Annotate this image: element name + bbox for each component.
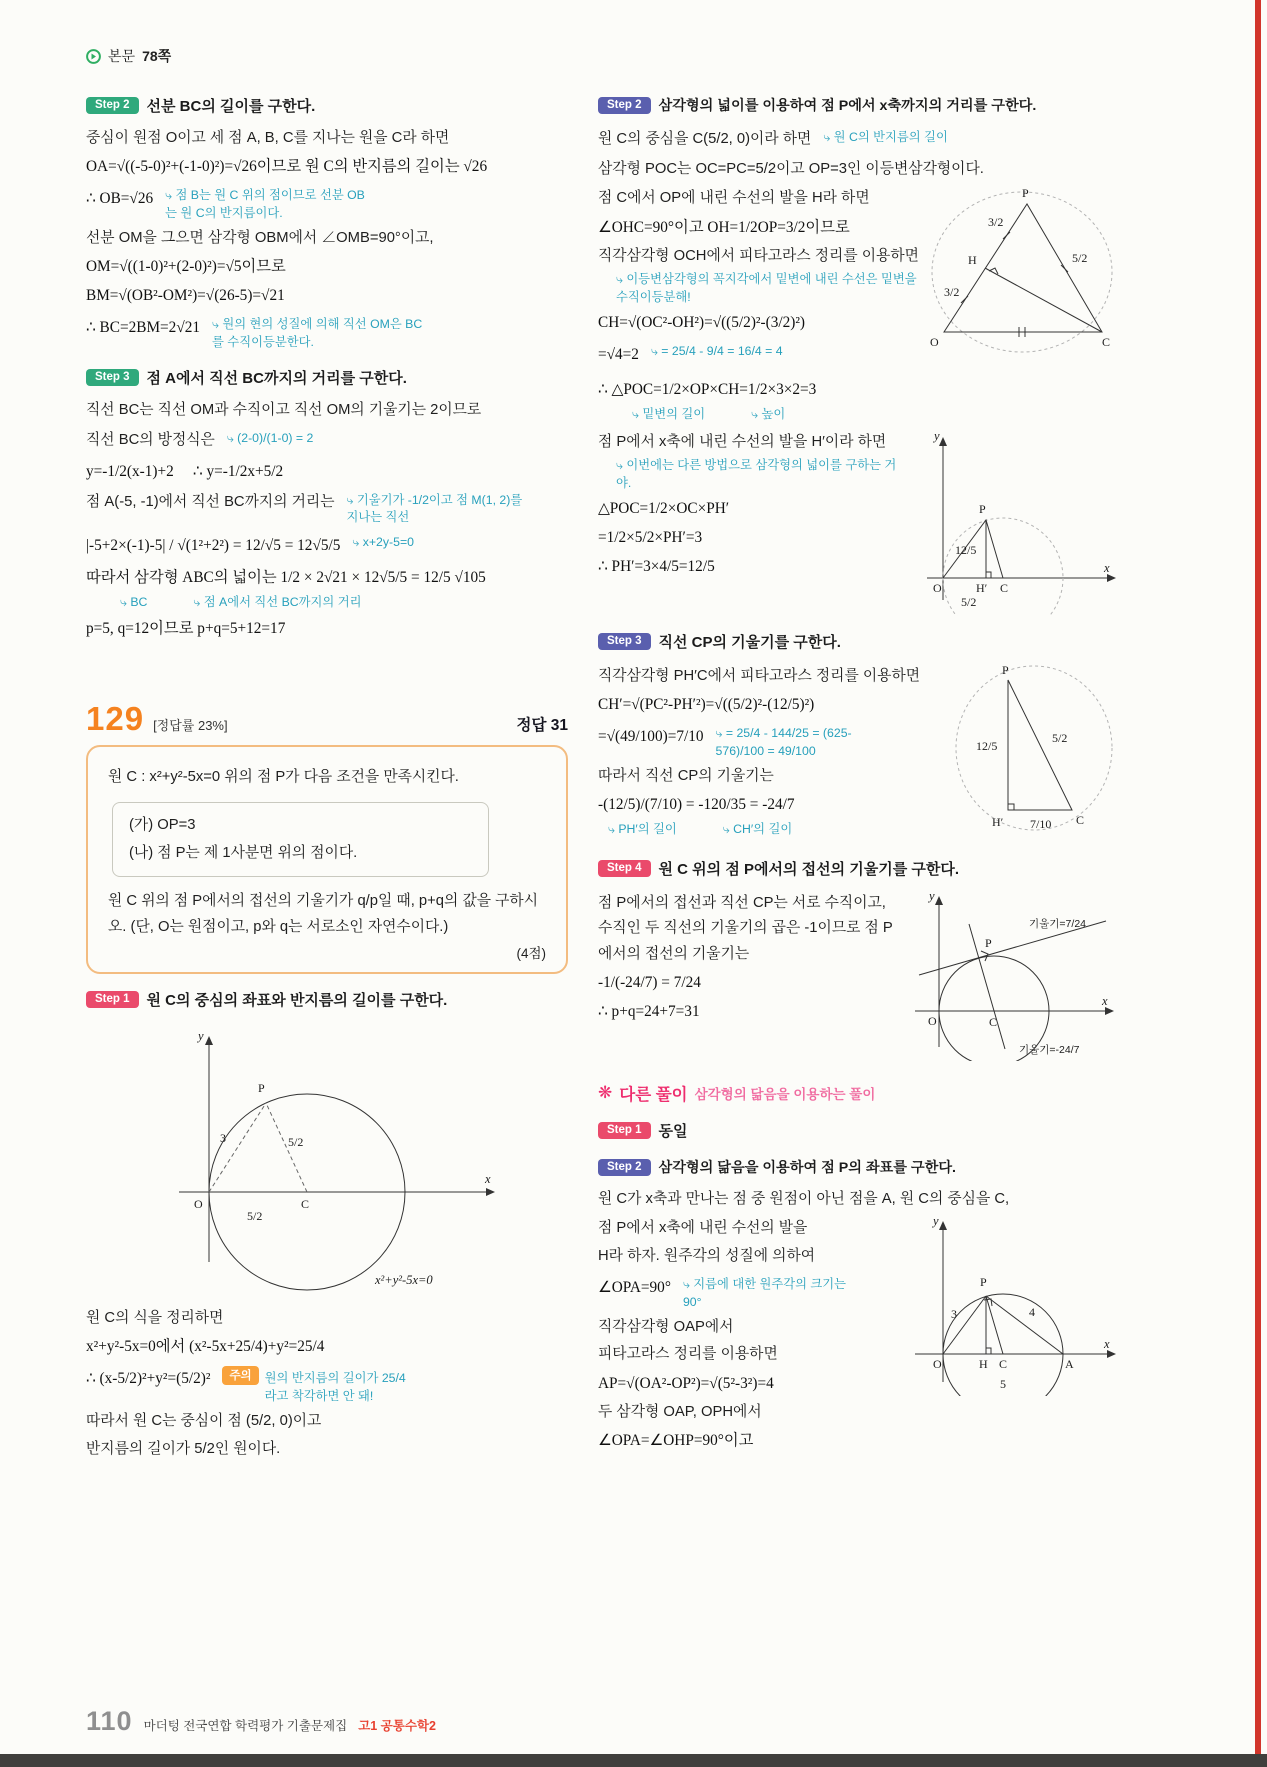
page-footer <box>86 1706 436 1737</box>
problem-answer: 정답 31 <box>516 717 568 735</box>
triangle-oap <box>943 1296 1063 1354</box>
step-title: 점 A에서 직선 BC까지의 거리를 구한다. <box>146 369 407 387</box>
figure-circle-with-equation <box>157 1022 497 1300</box>
text-figure-row <box>598 662 1116 843</box>
solution-text: 두 삼각형 OAP, OPH에서 <box>598 1403 762 1420</box>
label-x: x <box>1104 1337 1110 1352</box>
problem-points: (4점) <box>516 946 546 962</box>
condition-item: (가) OP=3 <box>129 817 196 834</box>
solution-text: 피타고라스 정리를 이용하면 <box>598 1346 778 1363</box>
annotation-row <box>608 821 940 839</box>
alt-solution-title: 다른 풀이 <box>619 1085 688 1104</box>
length-OH: 3/2 <box>944 285 960 300</box>
axes <box>179 1044 487 1262</box>
label-y: y <box>198 1028 204 1043</box>
problem-number: 129 <box>86 700 145 738</box>
text-figure-row <box>598 1214 1116 1457</box>
line-with-note <box>86 530 568 562</box>
condition-box <box>112 802 489 877</box>
label-P: P <box>979 501 986 516</box>
annotation: ⤷ 원의 현의 성질에 의해 직선 OM은 BC를 수직이등분한다. <box>212 312 432 352</box>
label-C: C <box>999 1357 1008 1372</box>
page-reference <box>86 46 171 66</box>
text-block <box>598 428 905 583</box>
label-P: P <box>1022 186 1029 201</box>
step-row <box>86 990 568 1012</box>
triangle-poc <box>944 204 1102 332</box>
label-y: y <box>933 1214 939 1229</box>
book-edge-accent <box>1255 0 1261 1754</box>
annotation: ⤷ 기울기가 -1/2이고 점 M(1, 2)를 지나는 직선 <box>347 488 537 528</box>
math-line: △POC=1/2×OC×PH′ <box>598 499 730 517</box>
length-PC: 5/2 <box>1052 730 1068 745</box>
x-axis-arrow <box>1107 1350 1116 1358</box>
figure-inscribed-right-angle <box>901 1214 1116 1396</box>
step-title: 동일 <box>658 1122 688 1140</box>
problem-rate: [정답률 23%] <box>153 718 228 734</box>
warning-badge: 주의 <box>222 1366 258 1385</box>
line-with-note <box>86 426 568 455</box>
label-H: H <box>979 1357 988 1372</box>
solution-text: 선분 OM을 그으면 삼각형 OBM에서 ∠OMB=90°이고, <box>86 229 434 246</box>
label-P: P <box>980 1275 987 1290</box>
math-line: ∠OPA=90° <box>598 1279 671 1297</box>
line-with-note <box>86 183 568 223</box>
step-badge: Step 1 <box>86 991 139 1008</box>
footer-book-title: 마더텅 전국연합 학력평가 기출문제집 <box>143 1719 348 1733</box>
solution-text: 삼각형 POC는 OC=PC=5/2이고 OP=3인 이등변삼각형이다. <box>598 161 984 178</box>
label-C: C <box>989 1014 998 1029</box>
text-block <box>598 184 920 374</box>
label-y: y <box>934 428 940 443</box>
content-columns <box>86 94 1116 1464</box>
annotation: ⤷ = 25/4 - 9/4 = 16/4 = 4 <box>651 339 783 361</box>
label-x: x <box>1104 560 1110 575</box>
step-row <box>86 96 568 118</box>
math-line: x²+y²-5x=0에서 (x²-5x+25/4)+y²=25/4 <box>86 1338 325 1356</box>
step-title: 삼각형의 닮음을 이용하여 점 P의 좌표를 구한다. <box>658 1160 956 1177</box>
tangent-and-cp-lines <box>919 921 1106 1049</box>
label-C: C <box>1102 335 1111 350</box>
math-line: OA=√((-5-0)²+(-1-0)²)=√26이므로 원 C의 반지름의 길이는 √26 <box>86 158 488 176</box>
annotation: ⤷ 점 B는 원 C 위의 점이므로 선분 OB는 원 C의 반지름이다. <box>165 183 365 223</box>
label-y: y <box>929 888 935 903</box>
right-column <box>598 94 1116 1464</box>
dashed-circle <box>932 192 1112 352</box>
length-OC: 5/2 <box>247 1208 263 1223</box>
x-axis-arrow <box>1107 574 1116 582</box>
math-line: ∠OPA=∠OHP=90°이고 <box>598 1432 754 1450</box>
annotation: ⤷ 점 A에서 직선 BC까지의 거리 <box>193 594 361 612</box>
label-H-prime: H′ <box>976 580 988 595</box>
right-angle-mark <box>986 572 991 578</box>
text-figure-row <box>598 184 1116 374</box>
step-title: 선분 BC의 길이를 구한다. <box>146 98 316 115</box>
text-figure-row <box>598 428 1116 616</box>
math-line: =√4=2 <box>598 346 639 363</box>
label-O: O <box>930 335 939 350</box>
solution-text: 점 P에서의 접선과 직선 CP는 서로 수직이고, 수직인 두 직선의 기울기의 곱은 -1이므로 점 P에서의 접선의 기울기는 <box>598 894 893 962</box>
y-axis-arrow <box>935 896 943 905</box>
solution-text: 원 C의 중심을 C(5/2, 0)이라 하면 <box>598 130 812 147</box>
y-axis-arrow <box>939 437 947 446</box>
label-A: A <box>1065 1357 1074 1372</box>
math-line: CH=√(OC²-OH²)=√((5/2)²-(3/2)²) <box>598 314 806 331</box>
reference-page: 78쪽 <box>142 48 172 64</box>
solution-text: 점 P에서 x축에 내린 수선의 발을 <box>598 1220 808 1237</box>
step-row <box>598 859 1116 881</box>
length-PH: 12/5 <box>955 542 977 557</box>
reference-label: 본문 <box>108 48 136 64</box>
math-line: |-5+2×(-1)-5| / √(1²+2²) = 12/√5 = 12√5/5 <box>86 537 341 555</box>
text-block <box>598 662 940 843</box>
problem-header <box>86 700 568 738</box>
figure-wrap <box>86 1022 568 1300</box>
annotation: ⤷ 원 C의 반지름의 길이 <box>823 125 947 147</box>
left-column <box>86 94 568 1464</box>
label-H: H <box>968 253 977 268</box>
math-line: ∴ △POC=1/2×OP×CH=1/2×3×2=3 <box>598 381 817 398</box>
problem-text: 원 C 위의 점 P에서의 접선의 기울기가 q/p일 때, p+q의 값을 구하시오. (단, O는 원점이고, p와 q는 서로소인 자연수이다.) <box>108 893 539 935</box>
right-angle-mark <box>1008 804 1014 810</box>
annotation: ⤷ BC <box>120 594 147 612</box>
step-badge: Step 4 <box>598 860 651 877</box>
line-with-note <box>598 339 920 371</box>
step-row <box>86 368 568 390</box>
length-PC: 5/2 <box>1072 251 1088 266</box>
step-badge: Step 3 <box>86 369 139 386</box>
label-O: O <box>933 1357 942 1372</box>
step-row <box>598 1121 1116 1143</box>
solution-text: 직각삼각형 OAP에서 <box>598 1319 734 1335</box>
length-PC: 5/2 <box>288 1134 304 1149</box>
axes <box>915 1228 1109 1382</box>
label-P: P <box>985 935 992 950</box>
label-O: O <box>933 580 942 595</box>
annotation: ⤷ CH′의 길이 <box>723 821 792 839</box>
annotation: ⤷ 이번에는 다른 방법으로 삼각형의 넓이를 구하는 거야. <box>616 457 905 493</box>
math-line: -(12/5)/(7/10) = -120/35 = -24/7 <box>598 796 795 814</box>
step-title: 삼각형의 넓이를 이용하여 점 P에서 x축까지의 거리를 구한다. <box>658 98 1037 114</box>
step-row <box>598 96 1116 117</box>
label-P: P <box>258 1080 265 1095</box>
solution-text: 따라서 원 C는 중심이 점 (5/2, 0)이고 <box>86 1413 322 1430</box>
y-axis-arrow <box>939 1221 947 1230</box>
math-line: CH′=√(PC²-PH′²)=√((5/2)²-(12/5)²) <box>598 696 815 714</box>
step-badge: Step 2 <box>86 97 139 114</box>
solution-text: 반지름의 길이가 5/2인 원이다. <box>86 1440 281 1457</box>
label-O: O <box>194 1196 203 1211</box>
label-x: x <box>485 1171 491 1186</box>
math-line: -1/(-24/7) = 7/24 <box>598 974 701 991</box>
problem-box <box>86 745 568 974</box>
solution-text: H라 하자. 원주각의 성질에 의하여 <box>598 1247 816 1264</box>
solution-text: 직선 BC는 직선 OM과 수직이고 직선 OM의 기울기는 2이므로 <box>86 401 482 418</box>
label-x: x <box>1102 993 1108 1008</box>
slope-tangent-label: 기울기=7/24 <box>1029 917 1086 930</box>
length-OP: 3 <box>220 1130 226 1145</box>
label-P: P <box>1002 662 1009 677</box>
step-title: 원 C의 중심의 좌표와 반지름의 길이를 구한다. <box>146 992 448 1010</box>
math-line: =1/2×5/2×PH′=3 <box>598 528 703 546</box>
solution-text: 점 A(-5, -1)에서 직선 BC까지의 거리는 <box>86 493 335 510</box>
annotation: ⤷ = 25/4 - 144/25 = (625-576)/100 = 49/100 <box>716 721 886 761</box>
length-HC: 7/10 <box>1030 816 1052 831</box>
problem-text: 원 C : x²+y²-5x=0 위의 점 P가 다음 조건을 만족시킨다. <box>108 769 459 786</box>
annotation: ⤷ 이등변삼각형의 꼭지각에서 밑변에 내린 수선은 밑변을 수직이등분해! <box>616 271 920 307</box>
annotation: ⤷ 밑변의 길이 <box>632 406 705 424</box>
alt-solution-subtitle: 삼각형의 닮음을 이용하는 풀이 <box>694 1086 876 1102</box>
annotation-row <box>632 406 1116 424</box>
label-C: C <box>1076 812 1085 827</box>
footer-subject: 고1 공통수학2 <box>358 1719 436 1733</box>
page-number: 110 <box>86 1706 133 1736</box>
figure-foot-of-perpendicular <box>911 428 1116 616</box>
step-title: 직선 CP의 기울기를 구한다. <box>658 633 841 651</box>
solution-text: 원 C가 x축과 만나는 점 중 원점이 아닌 점을 A, 원 C의 중심을 C, <box>598 1191 1010 1208</box>
length-PH: 12/5 <box>976 738 998 753</box>
right-angle-mark-H <box>986 1348 991 1354</box>
length-OC: 5/2 <box>961 594 977 609</box>
solution-text: 중심이 원점 O이고 세 점 A, B, C를 지나는 원을 C라 하면 <box>86 129 450 146</box>
label-H-prime: H′ <box>992 814 1004 829</box>
step-row <box>598 632 1116 654</box>
step-title: 원 C 위의 점 P에서의 접선의 기울기를 구한다. <box>658 860 960 878</box>
step-row <box>598 1158 1116 1179</box>
line-with-note <box>86 312 568 352</box>
label-C: C <box>1000 580 1009 595</box>
figure-right-triangle <box>946 662 1116 837</box>
annotation: 원의 반지름의 길이가 25/4라고 착각하면 안 돼! <box>264 1371 406 1404</box>
math-line: =√(49/100)=7/10 <box>598 728 704 746</box>
axes <box>927 444 1109 600</box>
math-line: 따라서 삼각형 ABC의 넓이는 1/2 × 2√21 × 12√5/5 = 12/5 √105 <box>86 569 486 587</box>
math-line: BM=√(OB²-OM²)=√(26-5)=√21 <box>86 287 285 305</box>
text-block <box>598 1214 895 1457</box>
text-block <box>598 889 895 1028</box>
length-OA: 5 <box>1000 1377 1006 1392</box>
triangle-phc <box>1008 680 1072 810</box>
x-axis-arrow <box>486 1188 495 1196</box>
annotation: ⤷ 높이 <box>751 406 785 424</box>
annotation-row <box>120 594 568 612</box>
length-OP: 3 <box>951 1307 957 1322</box>
step-badge: Step 2 <box>598 97 651 114</box>
math-line: ∠OHC=90°이고 OH=1/2OP=3/2이므로 <box>598 218 850 236</box>
figure-tangent-line <box>901 889 1116 1061</box>
page-bottom-edge <box>0 1754 1267 1767</box>
annotation: ⤷ 지름에 대한 원주각의 크기는 90° <box>683 1272 853 1312</box>
alt-solution-icon: ❋ <box>598 1083 613 1103</box>
figure-isosceles-triangle <box>926 184 1116 356</box>
math-line: ∴ p+q=24+7=31 <box>598 1003 700 1020</box>
annotation: ⤷ x+2y-5=0 <box>352 530 414 552</box>
solution-text: 점 C에서 OP에 내린 수선의 발을 H라 하면 <box>598 190 870 207</box>
math-line: ∴ BC=2BM=2√21 <box>86 319 201 337</box>
step-badge: Step 2 <box>598 1159 651 1176</box>
line-with-note <box>598 1272 895 1312</box>
math-line: ∴ (x-5/2)²+y²=(5/2)² <box>86 1370 211 1388</box>
solution-text: 직각삼각형 OCH에서 피타고라스 정리를 이용하면 <box>598 247 919 264</box>
circle-equation: x²+y²-5x=0 <box>375 1272 433 1287</box>
math-line: ∴ OB=√26 <box>86 190 154 208</box>
line-with-note <box>598 125 1116 154</box>
line-with-note <box>86 1363 568 1406</box>
reference-icon <box>86 49 101 64</box>
solution-text: 원 C의 식을 정리하면 <box>86 1309 224 1326</box>
length-PA: 4 <box>1029 1305 1035 1320</box>
solution-text: 직각삼각형 PH′C에서 피타고라스 정리를 이용하면 <box>598 667 921 684</box>
condition-item: (나) 점 P는 제 1사분면 위의 점이다. <box>129 844 358 861</box>
solution-text: 직선 BC의 방정식은 <box>86 432 215 449</box>
line-with-note <box>598 721 940 761</box>
math-line: y=-1/2(x-1)+2 ∴ y=-1/2x+5/2 <box>86 462 284 480</box>
label-C: C <box>301 1196 310 1211</box>
y-axis-arrow <box>205 1036 213 1045</box>
math-line: OM=√((1-0)²+(2-0)²)=√5이므로 <box>86 258 286 276</box>
math-line: p=5, q=12이므로 p+q=5+12=17 <box>86 620 286 638</box>
math-line: AP=√(OA²-OP²)=√(5²-3²)=4 <box>598 1374 774 1392</box>
math-line: ∴ PH′=3×4/5=12/5 <box>598 557 715 575</box>
step-badge: Step 1 <box>598 1122 651 1139</box>
solution-text: 따라서 직선 CP의 기울기는 <box>598 767 774 784</box>
solution-text: 점 P에서 x축에 내린 수선의 발을 H′이라 하면 <box>598 433 887 450</box>
annotation: ⤷ PH′의 길이 <box>608 821 677 839</box>
text-figure-row <box>598 889 1116 1061</box>
line-with-note <box>86 488 568 528</box>
step-badge: Step 3 <box>598 633 651 650</box>
length-HP: 3/2 <box>988 215 1004 230</box>
label-O: O <box>928 1013 937 1028</box>
warning-note <box>222 1363 414 1406</box>
annotation: ⤷ (2-0)/(1-0) = 2 <box>227 426 314 448</box>
x-axis-arrow <box>1105 1007 1114 1015</box>
alternative-solution-header <box>598 1081 1116 1105</box>
slope-cp-label: 기울기=-24/7 <box>1019 1043 1080 1056</box>
